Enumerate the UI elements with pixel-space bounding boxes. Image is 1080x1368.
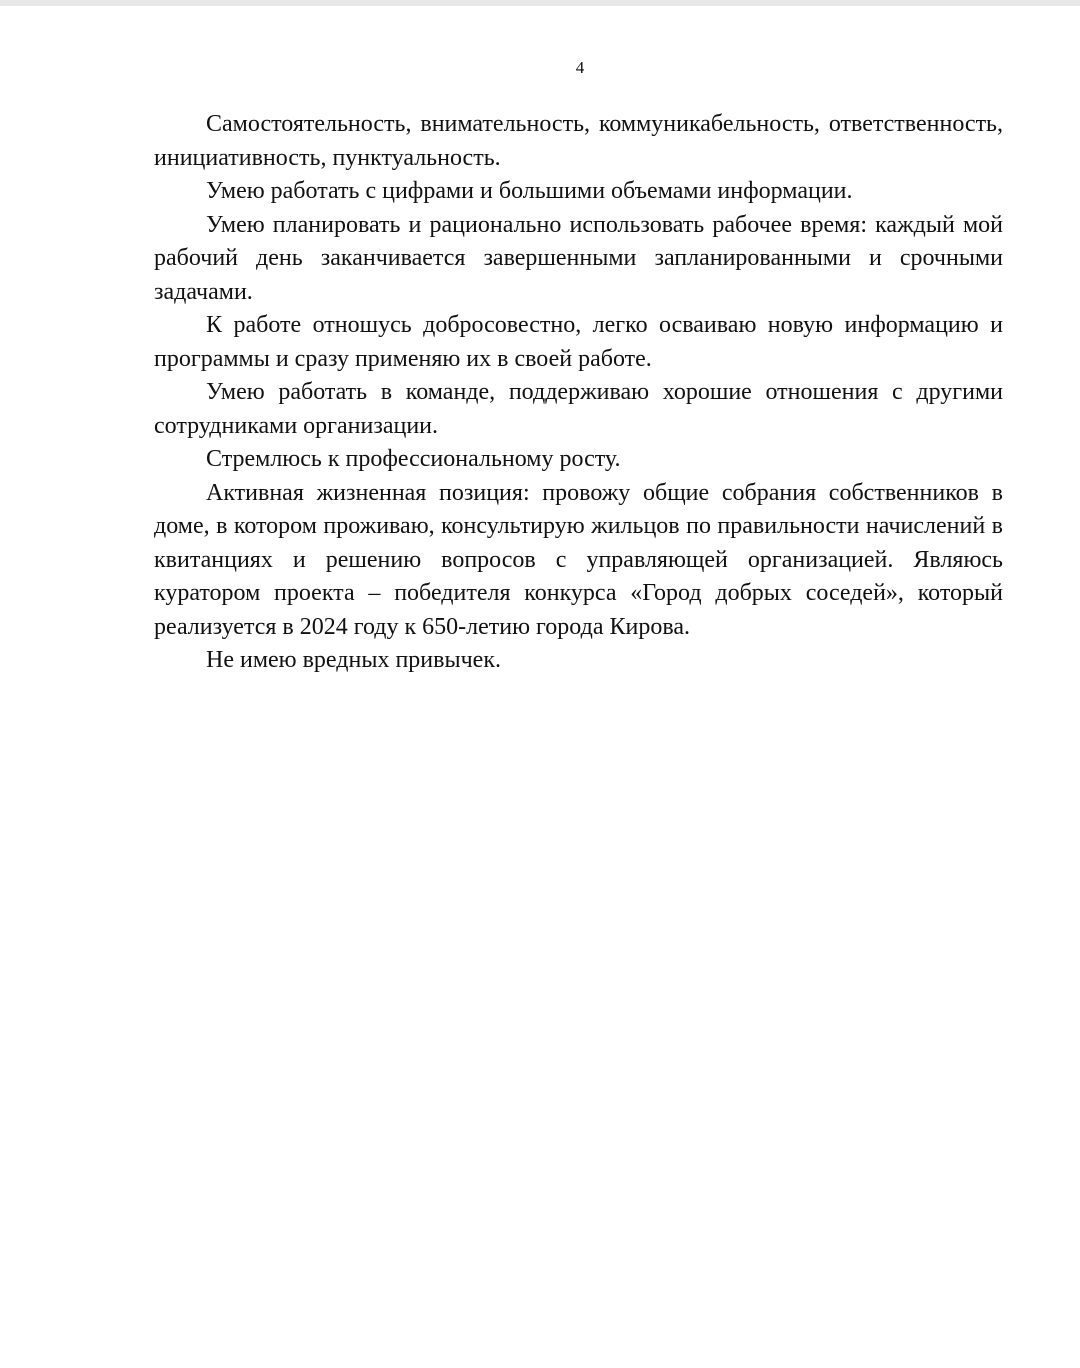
paragraph-active-position: Активная жизненная позиция: провожу общие собрания собственников в доме, в котором проживаю, консультирую жильцов по правильности начислений в квитанциях и решению вопросов с управляющей организацией. Являюсь куратором проекта – победителя конкурса «Город добрых соседей», который реализуется в 2024 году к 650-летию города Кирова. [154, 479, 1003, 640]
paragraph-planning: Умею планировать и рационально использовать рабочее время: каждый мой рабочий день заканчивается завершенными запланированными и срочными задачами. [154, 211, 1003, 305]
paragraph-qualities: Самостоятельность, внимательность, коммуникабельность, ответственность, инициативность, пунктуальность. [154, 111, 1003, 171]
paragraph-work-attitude: К работе отношусь добросовестно, легко осваиваю новую информацию и программы и сразу применяю их в своей работе. [154, 312, 1003, 372]
paragraph-growth: Стремлюсь к профессиональному росту. [206, 446, 621, 472]
paragraph-numbers-skill: Умею работать с цифрами и большими объемами информации. [206, 178, 853, 204]
paragraph-teamwork: Умею работать в команде, поддерживаю хорошие отношения с другими сотрудниками организации. [154, 379, 1003, 439]
page-number: 4 [575, 58, 585, 77]
document-body [154, 108, 1003, 678]
paragraph-habits: Не имею вредных привычек. [206, 647, 501, 673]
